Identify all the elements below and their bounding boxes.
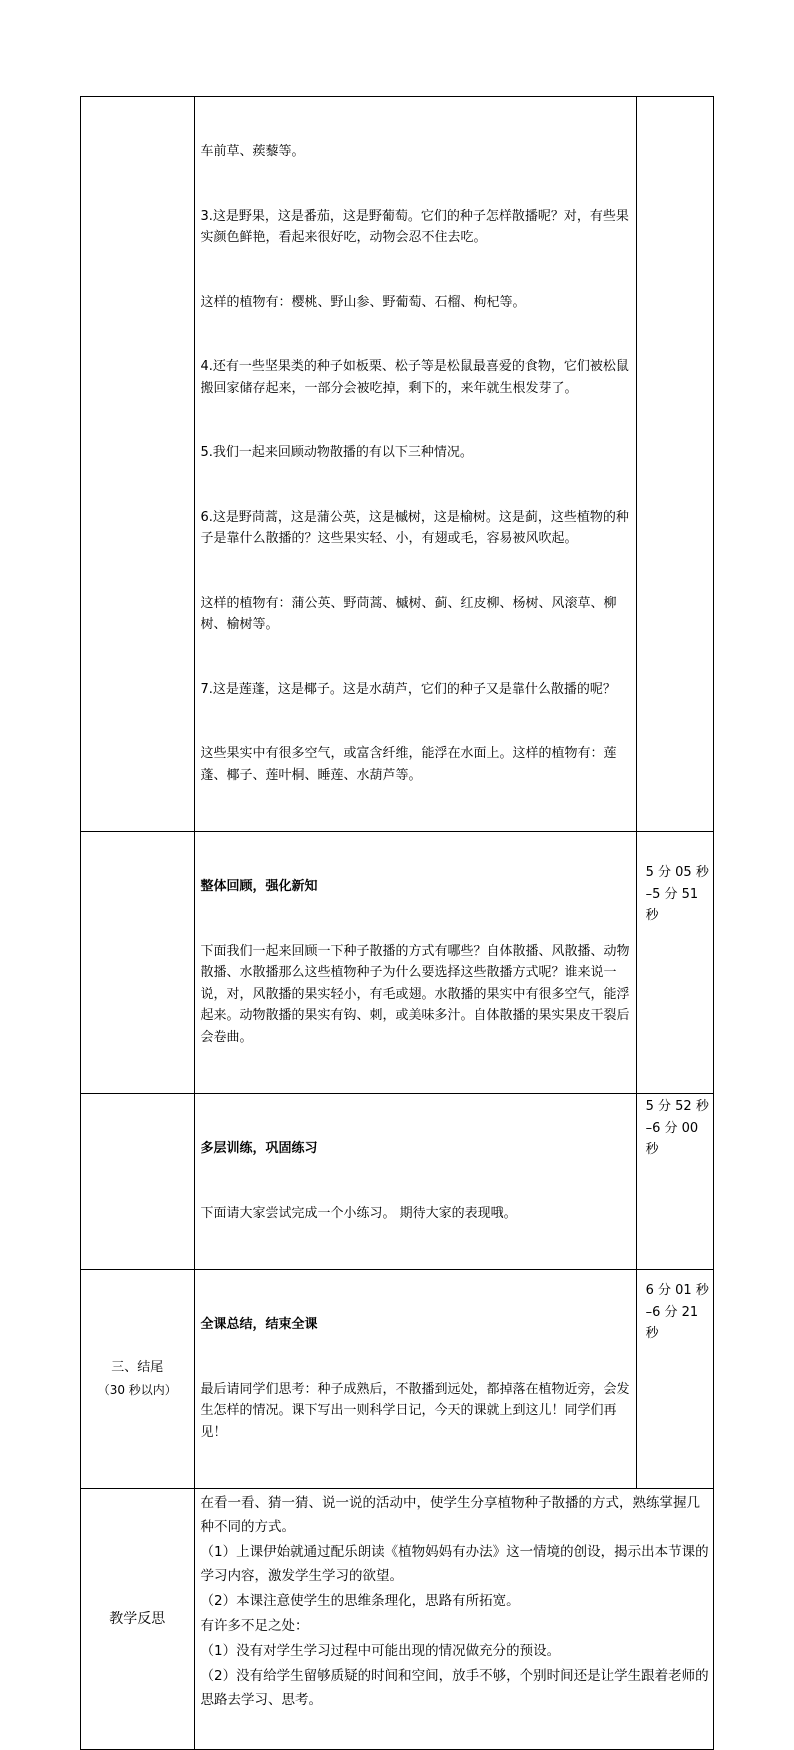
reflection-line: 有许多不足之处： <box>200 1618 309 1634</box>
content-line: 这样的植物有：蒲公英、野茼蒿、槭树、蓟、红皮柳、杨树、风滚草、柳树、榆树等。 <box>200 595 617 632</box>
section-text: 最后请同学们思考：种子成熟后，不散播到远处，都掉落在植物近旁，会发生怎样的情况。课下写出一则科学日记，今天的课就上到这儿！同学们再见！ <box>200 1381 630 1440</box>
content-line: 3.这是野果，这是番茄，这是野葡萄。它们的种子怎样散播呢？对，有些果实颜色鲜艳，看起来很好吃，动物会忍不住去吃。 <box>200 208 629 245</box>
content-line: 这些果实中有很多空气，或富含纤维，能浮在水面上。这样的植物有：莲蓬、椰子、莲叶桐、睡莲、水葫芦等。 <box>200 746 617 783</box>
reflection-content-cell <box>194 1489 713 1750</box>
content-cell <box>194 832 636 1094</box>
stage-cell <box>81 97 195 832</box>
content-line: 车前草、蒺藜等。 <box>200 144 305 159</box>
content-line: 这样的植物有：樱桃、野山参、野葡萄、石榴、枸杞等。 <box>200 294 526 310</box>
time-text: 5 分 52 秒 –6 分 00 秒 <box>645 1099 709 1157</box>
table-row <box>81 1489 714 1750</box>
reflection-line: （2）本课注意使学生的思维条理化，思路有所拓宽。 <box>200 1593 520 1609</box>
time-text: 6 分 01 秒 –6 分 21 秒 <box>645 1283 709 1341</box>
reflection-label: 教学反思 <box>109 1611 166 1627</box>
section-title: 整体回顾，强化新知 <box>200 879 318 894</box>
section-title: 全课总结，结束全课 <box>200 1317 318 1332</box>
time-cell <box>636 1094 713 1270</box>
table-row <box>81 832 714 1094</box>
stage-cell <box>81 1094 195 1270</box>
reflection-label-cell <box>81 1489 195 1750</box>
table-row <box>81 97 714 832</box>
content-cell <box>194 1094 636 1270</box>
time-cell <box>636 97 713 832</box>
content-cell <box>194 1270 636 1489</box>
content-line: 7.这是莲蓬，这是椰子。这是水葫芦，它们的种子又是靠什么散播的呢？ <box>200 681 616 697</box>
table-row <box>81 1094 714 1270</box>
content-line: 4.还有一些坚果类的种子如板栗、松子等是松鼠最喜爱的食物，它们被松鼠搬回家储存起来，一部分会被吃掉，剩下的，来年就生根发芽了。 <box>200 359 629 396</box>
table-row <box>81 1270 714 1489</box>
section-title: 多层训练，巩固练习 <box>200 1141 318 1156</box>
lesson-plan-table <box>80 96 714 1750</box>
section-text: 下面请大家尝试完成一个小练习。 期待大家的表现哦。 <box>200 1205 517 1221</box>
content-line: 6.这是野茼蒿，这是蒲公英，这是槭树，这是榆树。这是蓟，这些植物的种子是靠什么散播的？这些果实轻、小，有翅或毛，容易被风吹起。 <box>200 509 629 546</box>
stage-sublabel: （30 秒以内） <box>97 1383 177 1397</box>
time-cell <box>636 1270 713 1489</box>
section-text: 下面我们一起来回顾一下种子散播的方式有哪些？自体散播、风散播、动物散播、水散播那么这些植物种子为什么要选择这些散播方式呢？谁来说一说，对，风散播的果实轻小，有毛或翅。水散播的果实中有很多空气，能浮起来。动物散播的果实有钩、刺，或美味多汁。自体散播的果实果皮干裂后会卷曲。 <box>200 943 630 1045</box>
reflection-line: （2）没有给学生留够质疑的时间和空间，放手不够，个别时间还是让学生跟着老师的思路去学习、思考。 <box>200 1668 709 1708</box>
reflection-line: （1）上课伊始就通过配乐朗读《植物妈妈有办法》这一情境的创设，揭示出本节课的学习内容，激发学生学习的欲望。 <box>200 1544 709 1584</box>
reflection-line: （1）没有对学生学习过程中可能出现的情况做充分的预设。 <box>200 1643 561 1659</box>
stage-cell <box>81 1270 195 1489</box>
content-cell <box>194 97 636 832</box>
stage-label: 三、结尾 <box>111 1360 164 1375</box>
stage-cell <box>81 832 195 1094</box>
content-line: 5.我们一起来回顾动物散播的有以下三种情况。 <box>200 445 473 460</box>
time-cell <box>636 832 713 1094</box>
reflection-line: 在看一看、猜一猜、说一说的活动中，使学生分享植物种子散播的方式，熟练掌握几种不同的方式。 <box>200 1495 701 1535</box>
time-text: 5 分 05 秒 –5 分 51 秒 <box>645 865 709 923</box>
